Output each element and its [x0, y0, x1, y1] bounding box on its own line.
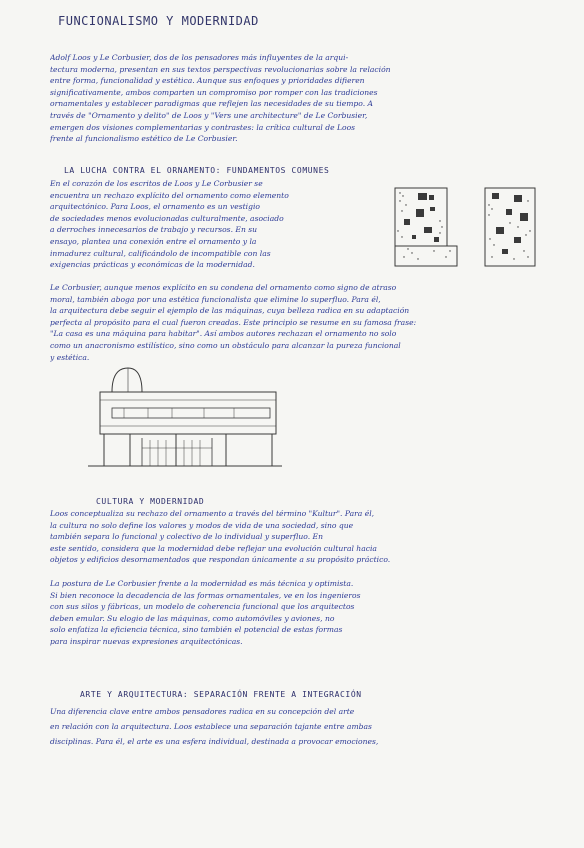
text-line: para inspirar nuevas expresiones arquitectónicas.: [50, 636, 243, 646]
text-line: con sus silos y fábricas, un modelo de coherencia funcional que los arquitectos: [50, 602, 355, 612]
text-line: Una diferencia clave entre ambos pensadores radica en su concepción del arte: [50, 707, 355, 716]
section2-paragraph2: [50, 578, 550, 648]
text-line: emergen dos visiones complementarias y contrastes: la crítica cultural de Loos: [50, 122, 356, 132]
villa-sketch: [84, 364, 284, 470]
text-line: entre forma, funcionalidad y estética. Aunque sus enfoques y prioridades difieren: [50, 76, 365, 86]
text-line: La postura de Le Corbusier frente a la modernidad es más técnica y optimista.: [50, 579, 354, 588]
text-line: la cultura no solo define los valores y modos de vida de una sociedad, sino que: [50, 520, 354, 530]
text-line: la arquitectura debe seguir el ejemplo de las máquinas, cuya belleza radica en su adaptación: [50, 306, 410, 316]
text-line: arquitectónico. Para Loos, el ornamento es un vestigio: [50, 202, 260, 212]
text-line: En el corazón de los escritos de Loos y Le Corbusier se: [50, 179, 263, 188]
text-line: y estética.: [50, 352, 90, 362]
text-line: ornamentales y establecer paradigmas que reflejen las necesidades de su tiempo. A: [50, 99, 374, 109]
text-line: "La casa es una máquina para habitar". Así ambos autores rechazan el ornamento no solo: [50, 329, 397, 339]
text-line: inmadurez cultural, calificándolo de incompatible con las: [50, 248, 271, 258]
section3-paragraph1: [50, 704, 560, 749]
section1-paragraph2: [50, 282, 550, 363]
text-line: como un anacronismo estilístico, sino como un obstáculo para alcanzar la pureza funcional: [50, 340, 401, 350]
text-line: en relación con la arquitectura. Loos establece una separación tajante entre ambas: [50, 722, 372, 731]
section2-paragraph1: [50, 508, 550, 566]
text-line: objetos y edificios desornamentados que respondan únicamente a su propósito práctico.: [50, 555, 391, 565]
text-line: de sociedades menos evolucionadas culturalmente, asociado: [50, 213, 284, 223]
text-line: a derroches innecesarios de trabajo y recursos. En su: [50, 225, 258, 235]
text-line: solo enfatiza la eficiencia técnica, sino también el potencial de estas formas: [50, 625, 343, 635]
text-line: deben emular. Su elogio de las máquinas, como automóviles y aviones, no: [50, 613, 335, 623]
text-line: exigencias prácticas y económicas de la modernidad.: [50, 260, 255, 270]
text-line: encuentra un rechazo explícito del ornamento como elemento: [50, 190, 289, 200]
intro-paragraph: [50, 52, 550, 145]
text-line: perfecta al propósito para el cual fueron creadas. Este principio se resume en su famosa frase:: [50, 317, 417, 327]
text-line: través de "Ornamento y delito" de Loos y "Vers une architecture" de Le Corbusier,: [50, 110, 368, 120]
text-line: Adolf Loos y Le Corbusier, dos de los pensadores más influyentes de la arqui-: [50, 53, 349, 62]
section1-heading: LA LUCHA CONTRA EL ORNAMENTO: FUNDAMENTOS COMUNES: [64, 166, 330, 175]
text-line: significativamente, ambos comparten un compromiso por romper con las tradiciones: [50, 87, 378, 97]
text-line: tectura moderna, presentan en sus textos perspectivas revolucionarias sobre la relación: [50, 64, 391, 74]
facade-sketch-left: [394, 187, 458, 267]
text-line: también separa lo funcional y colectivo de lo individual y superfluo. En: [50, 532, 323, 542]
facade-sketch-right: [484, 187, 536, 267]
text-line: moral, también aboga por una estética funcionalista que elimine lo superfluo. Para él,: [50, 294, 381, 304]
text-line: este sentido, considera que la modernidad debe reflejar una evolución cultural hacia: [50, 543, 377, 553]
text-line: disciplinas. Para él, el arte es una esfera individual, destinada a provocar emociones,: [50, 737, 379, 746]
text-line: frente al funcionalismo estético de Le Corbusier.: [50, 134, 238, 144]
section2-heading: CULTURA Y MODERNIDAD: [96, 497, 205, 506]
page-title: FUNCIONALISMO Y MODERNIDAD: [58, 14, 259, 28]
section1-paragraph1: [50, 178, 370, 271]
text-line: Si bien reconoce la decadencia de las formas ornamentales, ve en los ingenieros: [50, 590, 361, 600]
text-line: Loos conceptualiza su rechazo del ornamento a través del término "Kultur". Para él,: [50, 509, 375, 518]
text-line: Le Corbusier, aunque menos explícito en su condena del ornamento como signo de atraso: [50, 283, 397, 292]
section3-heading: ARTE Y ARQUITECTURA: SEPARACIÓN FRENTE A INTEGRACIÓN: [80, 690, 362, 699]
text-line: ensayo, plantea una conexión entre el ornamento y la: [50, 236, 257, 246]
